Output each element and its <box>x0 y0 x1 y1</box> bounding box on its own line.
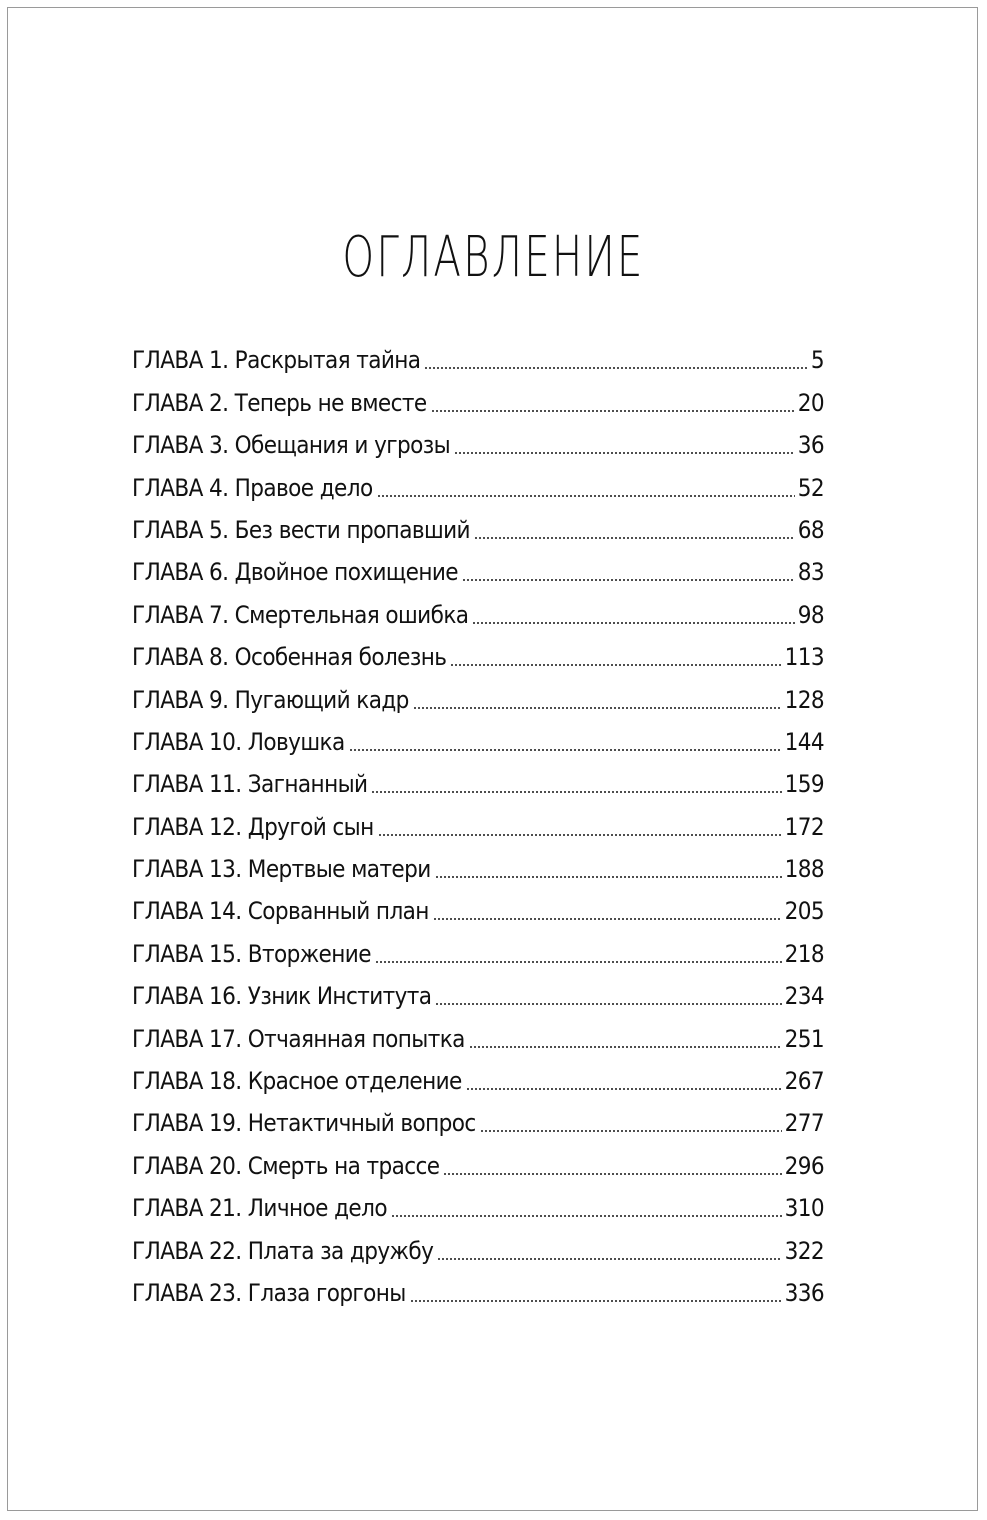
dot-leader <box>410 1300 782 1302</box>
dot-leader <box>435 876 782 878</box>
dot-leader <box>454 452 795 454</box>
toc-entry[interactable] <box>132 584 824 629</box>
toc-entry[interactable] <box>132 754 824 799</box>
toc-entry-page-number: 296 <box>784 1151 824 1180</box>
dot-leader <box>391 1215 782 1217</box>
toc-entry-label: ГЛАВА 8. Особенная болезнь <box>132 643 447 672</box>
toc-entry-label: ГЛАВА 1. Раскрытая тайна <box>132 346 421 375</box>
dot-leader <box>472 622 794 624</box>
toc-entry-page-number: 172 <box>784 812 824 841</box>
toc-entry-page-number: 188 <box>784 855 824 884</box>
dot-leader <box>480 1130 782 1132</box>
toc-entry-page-number: 205 <box>784 897 824 926</box>
dot-leader <box>474 537 795 539</box>
dot-leader <box>377 495 795 497</box>
toc-entry-label: ГЛАВА 10. Ловушка <box>132 727 345 756</box>
toc-entry-page-number: 159 <box>784 770 824 799</box>
toc-entry-page-number: 68 <box>797 515 824 544</box>
dot-leader <box>349 749 782 751</box>
toc-entry-label: ГЛАВА 23. Глаза горгоны <box>132 1278 406 1307</box>
toc-entry-page-number: 36 <box>797 431 824 460</box>
toc-entry-page-number: 322 <box>784 1236 824 1265</box>
toc-entry-page-number: 20 <box>797 388 824 417</box>
toc-entry[interactable] <box>132 1051 824 1096</box>
dot-leader <box>375 961 782 963</box>
toc-entry[interactable] <box>132 796 824 841</box>
dot-leader <box>450 664 781 666</box>
toc-entry-label: ГЛАВА 19. Нетактичный вопрос <box>132 1109 476 1138</box>
toc-entry-page-number: 128 <box>784 685 824 714</box>
toc-entry[interactable] <box>132 1135 824 1180</box>
toc-entry-label: ГЛАВА 11. Загнанный <box>132 770 368 799</box>
toc-entry-page-number: 144 <box>784 727 824 756</box>
toc-entry-page-number: 83 <box>797 558 824 587</box>
dot-leader <box>466 1088 782 1090</box>
toc-entry-label: ГЛАВА 7. Смертельная ошибка <box>132 600 469 629</box>
toc-entry[interactable] <box>132 1178 824 1223</box>
toc-entry[interactable] <box>132 542 824 587</box>
toc-entry[interactable] <box>132 1220 824 1265</box>
toc-entry-page-number: 218 <box>784 939 824 968</box>
toc-entry-label: ГЛАВА 20. Смерть на трассе <box>132 1151 440 1180</box>
toc-entry[interactable] <box>132 712 824 754</box>
toc-entry[interactable] <box>132 669 824 714</box>
toc-entry-label: ГЛАВА 6. Двойное похищение <box>132 558 458 587</box>
toc-entry[interactable] <box>132 500 824 542</box>
toc-entry-label: ГЛАВА 17. Отчаянная попытка <box>132 1024 465 1053</box>
toc-entry[interactable] <box>132 966 824 1011</box>
toc-entry-page-number: 310 <box>784 1194 824 1223</box>
toc-entry-page-number: 5 <box>810 346 824 375</box>
toc-entry-page-number: 267 <box>784 1067 824 1096</box>
toc-entry-page-number: 251 <box>784 1024 824 1053</box>
toc-entry-label: ГЛАВА 9. Пугающий кадр <box>132 685 409 714</box>
dot-leader <box>413 707 782 709</box>
toc-entry-label: ГЛАВА 15. Вторжение <box>132 939 371 968</box>
toc-entry[interactable] <box>132 627 824 672</box>
toc-entry-label: ГЛАВА 2. Теперь не вместе <box>132 388 427 417</box>
toc-entry-label: ГЛАВА 16. Узник Института <box>132 982 432 1011</box>
toc-entry-page-number: 113 <box>784 643 824 672</box>
toc-entry-label: ГЛАВА 3. Обещания и угрозы <box>132 431 451 460</box>
toc-entry[interactable] <box>132 1263 824 1305</box>
dot-leader <box>435 1003 781 1005</box>
toc-entry[interactable] <box>132 923 824 968</box>
toc-entry-label: ГЛАВА 22. Плата за дружбу <box>132 1236 434 1265</box>
toc-entry-label: ГЛАВА 14. Сорванный план <box>132 897 429 926</box>
toc-entry-page-number: 277 <box>784 1109 824 1138</box>
dot-leader <box>469 1046 782 1048</box>
toc-entry[interactable] <box>132 457 824 502</box>
toc-entry-page-number: 234 <box>784 982 824 1011</box>
toc-entry-label: ГЛАВА 5. Без вести пропавший <box>132 515 470 544</box>
toc-entry-page-number: 336 <box>784 1278 824 1307</box>
dot-leader <box>462 579 795 581</box>
toc-entry-label: ГЛАВА 13. Мертвые матери <box>132 855 431 884</box>
dot-leader <box>431 410 795 412</box>
toc-entry[interactable] <box>132 1093 824 1138</box>
toc-entry[interactable] <box>132 372 824 417</box>
toc-entry-page-number: 98 <box>797 600 824 629</box>
toc-entry-label: ГЛАВА 4. Правое дело <box>132 473 373 502</box>
dot-leader <box>433 918 782 920</box>
toc-entry-label: ГЛАВА 18. Красное отделение <box>132 1067 462 1096</box>
table-of-contents <box>132 330 824 1305</box>
toc-entry[interactable] <box>132 881 824 926</box>
toc-entry-label: ГЛАВА 12. Другой сын <box>132 812 374 841</box>
toc-entry[interactable] <box>132 1008 824 1053</box>
dot-leader <box>371 791 781 793</box>
toc-entry[interactable] <box>132 839 824 884</box>
toc-entry[interactable] <box>132 330 824 375</box>
toc-entry[interactable] <box>132 415 824 460</box>
toc-entry-page-number: 52 <box>797 473 824 502</box>
dot-leader <box>424 367 807 369</box>
dot-leader <box>378 834 782 836</box>
page-title: ОГЛАВЛЕНИЕ <box>342 224 645 290</box>
dot-leader <box>443 1173 781 1175</box>
dot-leader <box>437 1258 781 1260</box>
toc-entry-label: ГЛАВА 21. Личное дело <box>132 1194 387 1223</box>
